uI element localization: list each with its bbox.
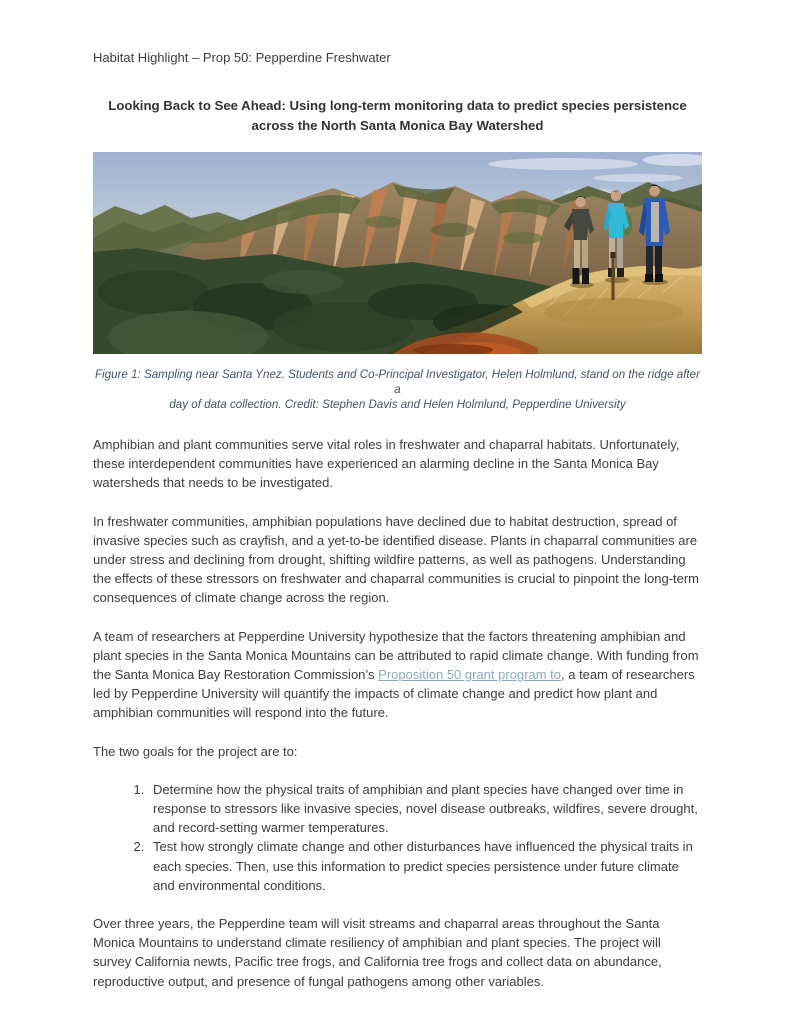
figure-photo: [93, 152, 702, 354]
proposition-50-link[interactable]: Proposition 50 grant program to: [378, 667, 561, 683]
goals-list: [93, 780, 702, 895]
goal-item-1: 1. Determine how the physical traits of amphibian and plant species have changed over time in response to stressors like invasive species, novel disease outbreaks, wildfires, severe drought, and record-setting warmer temperatures.: [148, 780, 702, 838]
paragraph-hypothesis-after-link: , a team of researchers led by Pepperdine University will quantify the impacts of climate change and predict how plant and amphibian communities will respond into the future.: [93, 667, 695, 721]
document-header: Habitat Highlight – Prop 50: Pepperdine Freshwater: [93, 50, 391, 65]
figure-caption: [93, 367, 702, 412]
landscape-photo-illustration: [93, 152, 702, 354]
figure-caption-line2: day of data collection. Credit: Stephen Davis and Helen Holmlund, Pepperdine University: [169, 398, 626, 411]
document-title: [93, 96, 702, 136]
paragraph-intro: Amphibian and plant communities serve vital roles in freshwater and chaparral habitats. Unfortunately, these interdependent communities have experienced an alarming decline in the Santa Monica Bay watersheds that needs to be investigated.: [93, 437, 680, 491]
paragraph-threats: In freshwater communities, amphibian populations have declined due to habitat destruction, spread of invasive species such as crayfish, and a yet-to-be identified disease. Plants in chaparral communities are under stress and declining from drought, shifting wildfire patterns, as well as pathogens. Understanding the effects of these stressors on freshwater and chaparral communities is crucial to pinpoint the long-term consequences of climate change across the region.: [93, 513, 699, 606]
paragraph-project-plan: Over three years, the Pepperdine team will visit streams and chaparral areas throughout the Santa Monica Mountains to understand climate resiliency of amphibian and plant species. The project will survey California newts, Pacific tree frogs, and California tree frogs and collect data on abundance, reproductive output, and presence of fungal pathogens among other variables.: [93, 916, 662, 989]
figure-caption-line1: Figure 1: Sampling near Santa Ynez. Students and Co-Principal Investigator, Helen Holmlund, stand on the ridge after a: [95, 368, 700, 396]
goal-item-2: 2. Test how strongly climate change and other disturbances have influenced the physical traits in each species. Then, use this information to predict species persistence under future climate and environmental conditions.: [148, 837, 702, 895]
paragraph-hypothesis-before-link: A team of researchers at Pepperdine University hypothesize that the factors threatening amphibian and plant species in the Santa Monica Mountains can be attributed to rapid climate change. With funding from the Santa Monica Bay Restoration Commission’s: [93, 628, 699, 683]
paragraph-hypothesis: [93, 627, 702, 723]
document-title-line1: Looking Back to See Ahead: Using long-term monitoring data to predict species persistence: [108, 98, 687, 113]
document-title-line2: across the North Santa Monica Bay Watershed: [251, 118, 544, 133]
goals-intro: The two goals for the project are to:: [93, 743, 298, 759]
